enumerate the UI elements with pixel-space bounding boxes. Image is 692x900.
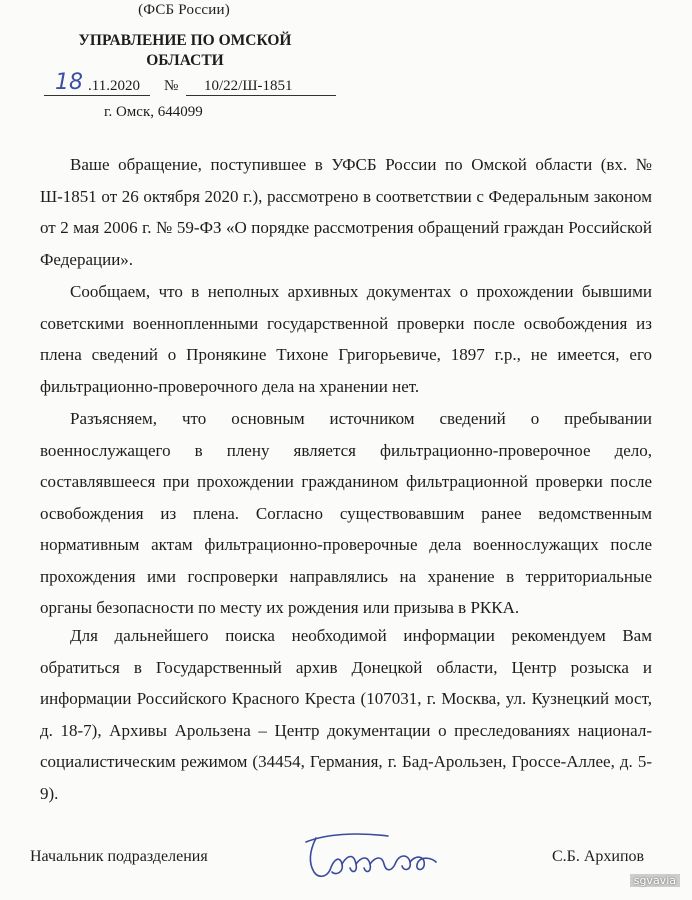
org-city-address: г. Омск, 644099: [104, 104, 203, 120]
org-parent: (ФСБ России): [138, 2, 230, 18]
registration-day-handwritten: 18: [55, 70, 83, 95]
paragraph-2: Сообщаем, что в неполных архивных документах о прохождении бывшими советскими военнопленными государственной проверки после освобождения из плена сведений о Пронякине Тихоне Григорьевиче, 1897 г.р., не имеется, его фильтрационно-проверочного дела на хранении нет.: [40, 282, 652, 396]
number-sign: №: [164, 78, 179, 94]
registration-number: 10/22/Ш-1851: [204, 78, 293, 94]
paragraph-3: Разъясняем, что основным источником сведений о пребывании военнослужащего в плену является фильтрационно-проверочное дело, составлявшееся при прохождении гражданином фильтрационной проверки после освобождения из плена. Согласно существовавшим ранее ведомственным нормативным актам фильтрационно-проверочные дела военнослужащих после прохождения ими госпроверки направлялись на хранение в территориальные органы безопасности по месту их рождения или призыва в РККА.: [40, 409, 652, 617]
paragraph-4: Для дальнейшего поиска необходимой информации рекомендуем Вам обратиться в Государственный архив Донецкой области, Центр розыска и информации Российского Красного Креста (107031, г. Москва, ул. Кузнецкий мост, д. 18-7), Архивы Арользена – Центр документации о преследованиях национал-социалистическим режимом (34454, Германия, г. Бад-Арользен, Гроссе-Аллее, д. 5-9).: [40, 626, 652, 803]
org-title: [40, 31, 330, 71]
number-underline: [186, 95, 336, 96]
date-underline: [44, 95, 150, 96]
signer-position: Начальник подразделения: [30, 848, 208, 865]
paragraph-1: Ваше обращение, поступившее в УФСБ России по Омской области (вх. № Ш-1851 от 26 октября 2020 г.), рассмотрено в соответствии с Федеральным законом от 2 мая 2006 г. № 59-ФЗ «О порядке рассмотрения обращений граждан Российской Федерации».: [40, 155, 652, 269]
signer-name: С.Б. Архипов: [552, 848, 645, 865]
org-title-line-2: ОБЛАСТИ: [146, 52, 224, 69]
org-title-line-1: УПРАВЛЕНИЕ ПО ОМСКОЙ: [78, 32, 292, 49]
watermark: sgvavia: [630, 874, 680, 887]
registration-line: [30, 70, 340, 98]
handwritten-signature: [296, 828, 446, 884]
registration-month-year: .11.2020: [88, 78, 140, 94]
